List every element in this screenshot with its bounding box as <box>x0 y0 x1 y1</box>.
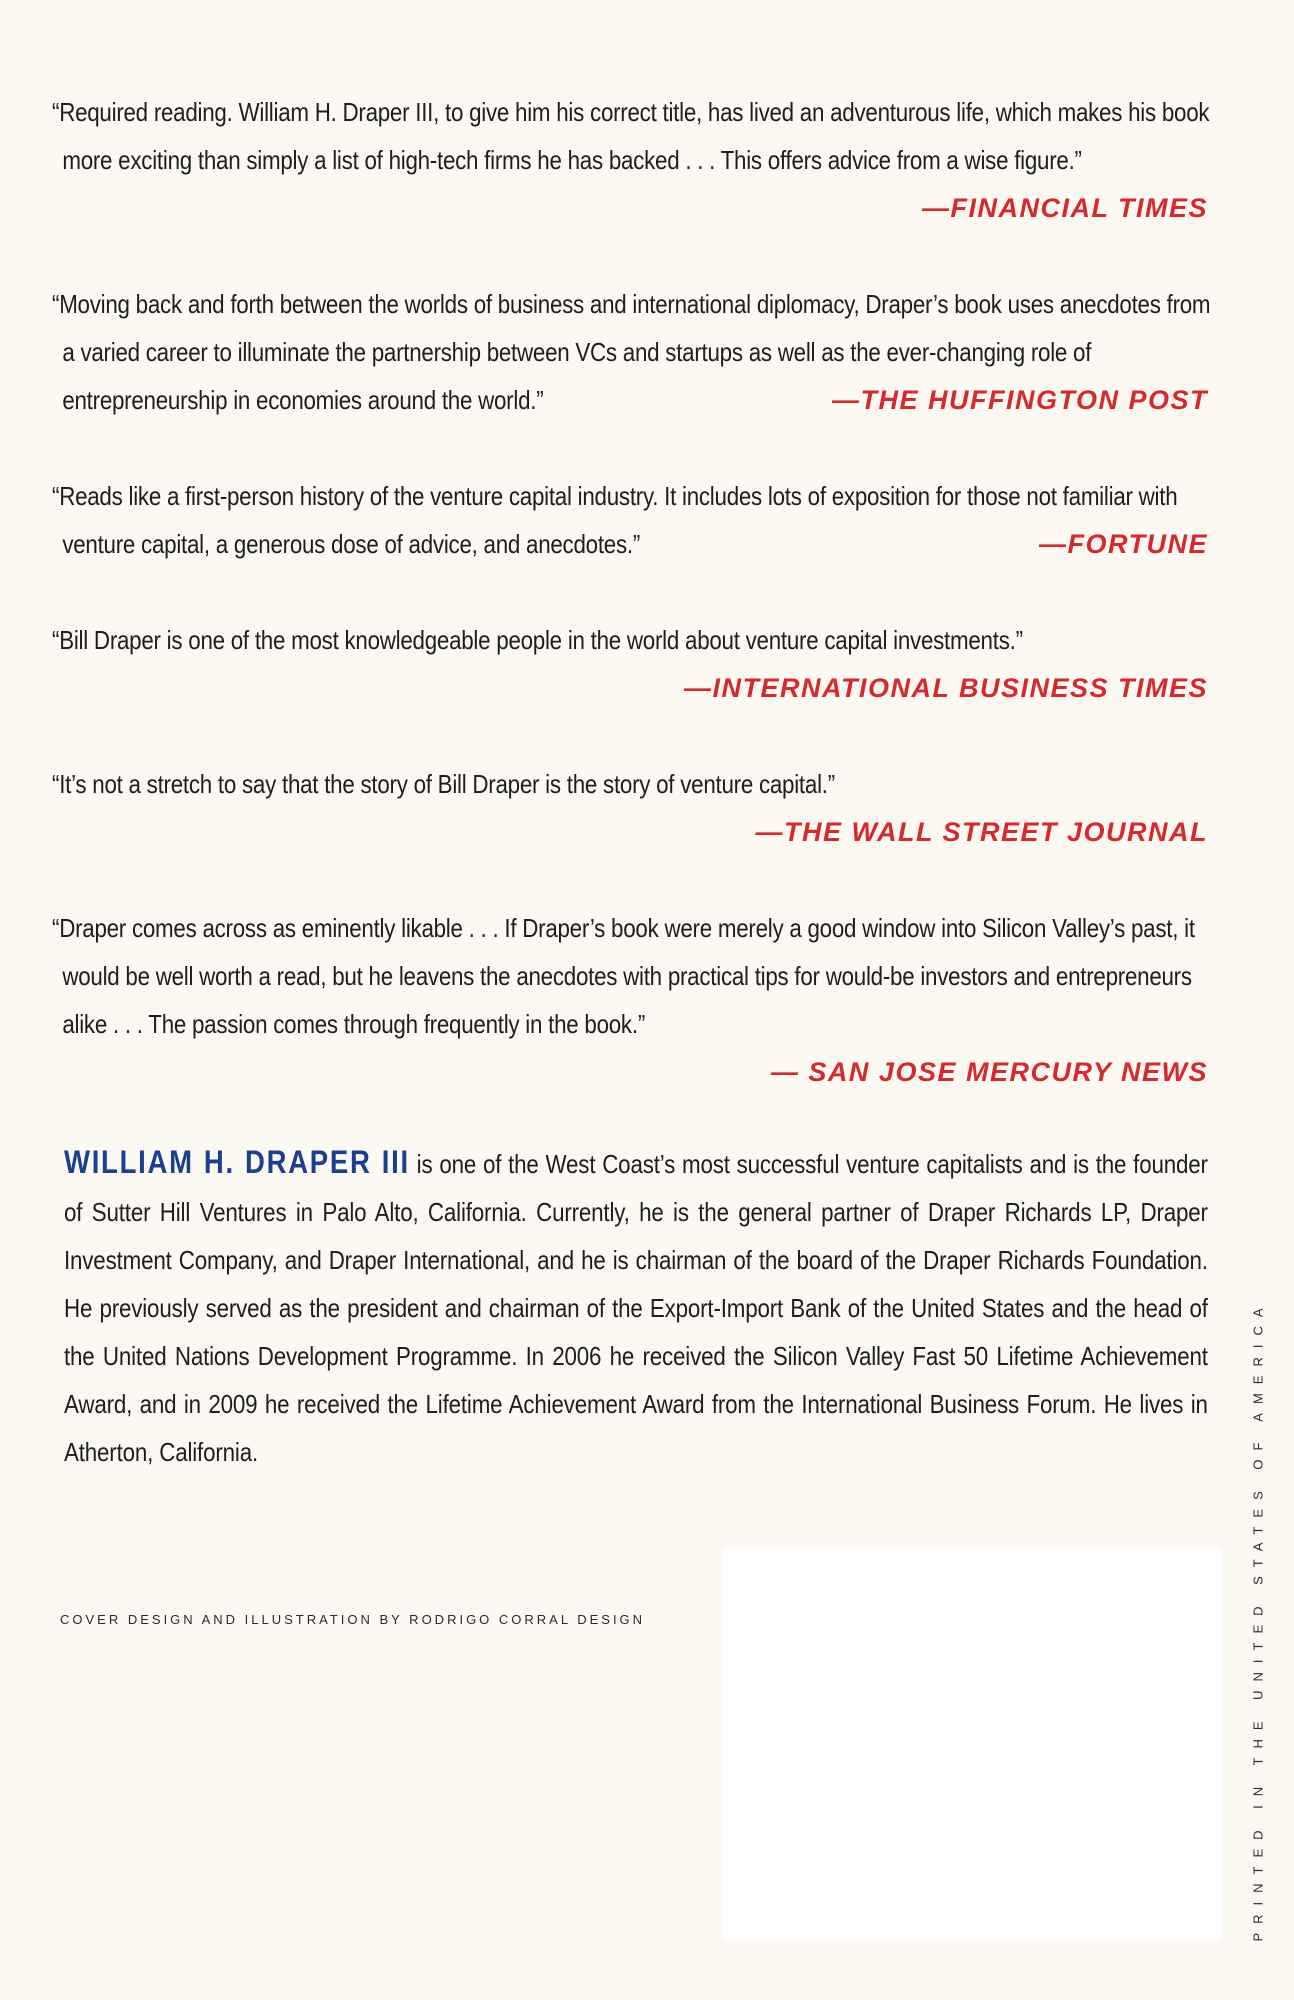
design-credit: COVER DESIGN AND ILLUSTRATION BY RODRIGO CORRAL DESIGN <box>60 1612 646 1627</box>
barcode-area <box>722 1548 1222 1940</box>
quote-source: —FORTUNE <box>1038 529 1208 559</box>
review-quote-financial-times <box>52 88 1208 232</box>
quote-source: —FINANCIAL TIMES <box>922 193 1208 223</box>
printed-text: PRINTED IN THE UNITED STATES OF AMERICA <box>1250 1298 1266 1942</box>
quote-source: —THE WALL STREET JOURNAL <box>755 817 1208 847</box>
quote-text: “Reads like a first-person history of the venture capital industry. It includes lots of exposition for those not familiar with venture capital, a generous dose of advice, and anecdotes.” <box>52 481 1178 559</box>
quote-source: —THE HUFFINGTON POST <box>831 385 1208 415</box>
review-quote-ibt <box>52 616 1208 712</box>
author-bio <box>64 1138 1208 1476</box>
author-name: WILLIAM H. DRAPER III <box>64 1144 410 1180</box>
quote-text: “Required reading. William H. Draper III, to give him his correct title, has lived an adventurous life, which makes his book more exciting than simply a list of high-tech firms he has backed . . . This offers advice from a wise figure.” <box>52 97 1210 175</box>
quote-source: —INTERNATIONAL BUSINESS TIMES <box>683 673 1208 703</box>
quote-text: “Draper comes across as eminently likable . . . If Draper’s book were merely a good window into Silicon Valley’s past, it would be well worth a read, but he leavens the anecdotes with practical tips for would-be investors and entrepreneurs alike . . . The passion comes through frequently in the book.” <box>52 913 1195 1039</box>
author-bio-text: is one of the West Coast’s most successful venture capitalists and is the founder of Sutter Hill Ventures in Palo Alto, California. Currently, he is the general partner of Draper Richards LP, Draper Investment Company, and Draper International, and he is chairman of the board of the Draper Richards Foundation. He previously served as the president and chairman of the Export-Import Bank of the United States and the head of the United Nations Development Programme. In 2006 he received the Silicon Valley Fast 50 Lifetime Achievement Award, and in 2009 he received the Lifetime Achievement Award from the International Business Forum. He lives in Atherton, California. <box>64 1149 1208 1467</box>
review-quote-mercury-news <box>52 904 1208 1096</box>
quote-source: — SAN JOSE MERCURY NEWS <box>770 1057 1208 1087</box>
quote-text: “It’s not a stretch to say that the story of Bill Draper is the story of venture capital.” <box>52 769 835 799</box>
review-quote-wsj <box>52 760 1208 856</box>
review-quote-fortune <box>52 472 1208 568</box>
review-quote-huffington-post <box>52 280 1211 424</box>
review-quotes <box>52 88 1211 1144</box>
printed-in-usa <box>1250 1300 1266 1940</box>
quote-text: “Bill Draper is one of the most knowledgeable people in the world about venture capital investments.” <box>52 625 1023 655</box>
quote-text: “Moving back and forth between the worlds of business and international diplomacy, Draper’s book uses anecdotes from a varied career to illuminate the partnership between VCs and startups as well as the ever-changing role of entrepreneurship in economies around the world.” <box>52 289 1211 415</box>
